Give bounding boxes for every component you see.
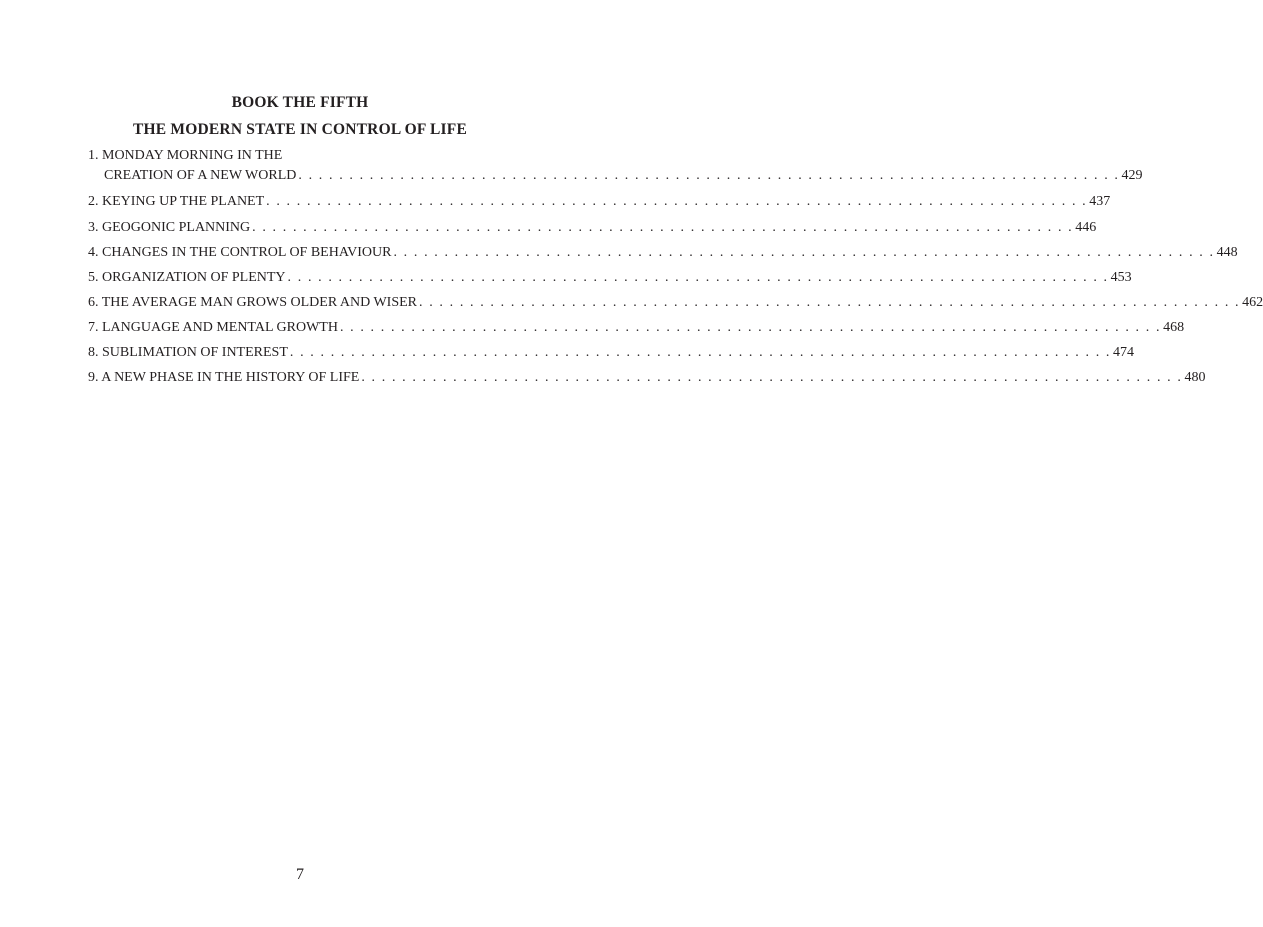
toc-page-number: 468 bbox=[1163, 320, 1185, 335]
toc-entry-number: 8. bbox=[88, 345, 99, 360]
dot-leader: . . . . . . . . . . . . . . . . . . . . . . . . . . . . . . . . . . . . . . . . . . . . . . . . . . . . . . . . . . . . . . . . . . . . . . . . . . . . . . . . . bbox=[361, 370, 1183, 385]
toc-page-number: 448 bbox=[1216, 245, 1238, 260]
toc-page-number: 480 bbox=[1184, 370, 1206, 385]
dot-leader: . . . . . . . . . . . . . . . . . . . . . . . . . . . . . . . . . . . . . . . . . . . . . . . . . . . . . . . . . . . . . . . . . . . . . . . . . . . . . . . . . bbox=[266, 194, 1088, 209]
toc-entry-title: KEYING UP THE PLANET bbox=[102, 194, 265, 209]
toc-page-number: 437 bbox=[1089, 194, 1111, 209]
toc-entry-1 bbox=[88, 146, 1143, 186]
toc-entry-number: 4. bbox=[88, 245, 99, 260]
toc-entry-4 bbox=[88, 243, 1238, 263]
book-label: BOOK THE FIFTH bbox=[231, 94, 369, 111]
toc-entry-number: 1. bbox=[88, 148, 99, 163]
toc-entry-number: 3. bbox=[88, 220, 99, 235]
dot-leader: . . . . . . . . . . . . . . . . . . . . . . . . . . . . . . . . . . . . . . . . . . . . . . . . . . . . . . . . . . . . . . . . . . . . . . . . . . . . . . . . . bbox=[289, 345, 1111, 360]
toc-entry-8 bbox=[88, 343, 1134, 363]
toc-entry-number: 6. bbox=[88, 295, 99, 310]
toc-entry-5 bbox=[88, 268, 1132, 288]
toc-page-number: 453 bbox=[1110, 270, 1132, 285]
dot-leader: . . . . . . . . . . . . . . . . . . . . . . . . . . . . . . . . . . . . . . . . . . . . . . . . . . . . . . . . . . . . . . . . . . . . . . . . . . . . . . . . . bbox=[298, 168, 1120, 183]
toc-entry-6 bbox=[88, 293, 1263, 313]
toc-entry-title-continued: CREATION OF A NEW WORLD bbox=[104, 168, 297, 183]
toc-entry-number: 9. bbox=[88, 370, 99, 385]
dot-leader: . . . . . . . . . . . . . . . . . . . . . . . . . . . . . . . . . . . . . . . . . . . . . . . . . . . . . . . . . . . . . . . . . . . . . . . . . . . . . . . . . bbox=[339, 320, 1162, 335]
book-title: THE MODERN STATE IN CONTROL OF LIFE bbox=[133, 121, 467, 138]
toc-entry-title: CHANGES IN THE CONTROL OF BEHAVIOUR bbox=[102, 245, 392, 260]
toc-page-number: 446 bbox=[1075, 220, 1097, 235]
toc-entry-7 bbox=[88, 318, 1185, 338]
dot-leader: . . . . . . . . . . . . . . . . . . . . . . . . . . . . . . . . . . . . . . . . . . . . . . . . . . . . . . . . . . . . . . . . . . . . . . . . . . . . . . . . . bbox=[287, 270, 1109, 285]
toc-entry-title: A NEW PHASE IN THE HISTORY OF LIFE bbox=[101, 370, 360, 385]
toc-entry-number: 2. bbox=[88, 194, 99, 209]
toc-entry-title: MONDAY MORNING IN THE bbox=[102, 148, 283, 163]
toc-entry-3 bbox=[88, 218, 1097, 238]
toc-entry-title: LANGUAGE AND MENTAL GROWTH bbox=[102, 320, 338, 335]
toc-entry-title: ORGANIZATION OF PLENTY bbox=[102, 270, 286, 285]
toc-entry-title: SUBLIMATION OF INTEREST bbox=[102, 345, 288, 360]
toc-entry-number: 5. bbox=[88, 270, 99, 285]
dot-leader: . . . . . . . . . . . . . . . . . . . . . . . . . . . . . . . . . . . . . . . . . . . . . . . . . . . . . . . . . . . . . . . . . . . . . . . . . . . . . . . . . bbox=[252, 220, 1074, 235]
toc-page-number: 429 bbox=[1121, 168, 1143, 183]
toc-entry-9 bbox=[88, 368, 1206, 388]
dot-leader: . . . . . . . . . . . . . . . . . . . . . . . . . . . . . . . . . . . . . . . . . . . . . . . . . . . . . . . . . . . . . . . . . . . . . . . . . . . . . . . . . bbox=[419, 295, 1241, 310]
dot-leader: . . . . . . . . . . . . . . . . . . . . . . . . . . . . . . . . . . . . . . . . . . . . . . . . . . . . . . . . . . . . . . . . . . . . . . . . . . . . . . . . . bbox=[393, 245, 1215, 260]
toc-page-number: 462 bbox=[1242, 295, 1263, 310]
toc-page-number: 474 bbox=[1113, 345, 1134, 360]
toc-entry-title: GEOGONIC PLANNING bbox=[102, 220, 251, 235]
toc-entry-title: THE AVERAGE MAN GROWS OLDER AND WISER bbox=[101, 295, 418, 310]
page-number: 7 bbox=[296, 866, 304, 883]
toc-entry-2 bbox=[88, 192, 1111, 212]
toc-entry-number: 7. bbox=[88, 320, 99, 335]
